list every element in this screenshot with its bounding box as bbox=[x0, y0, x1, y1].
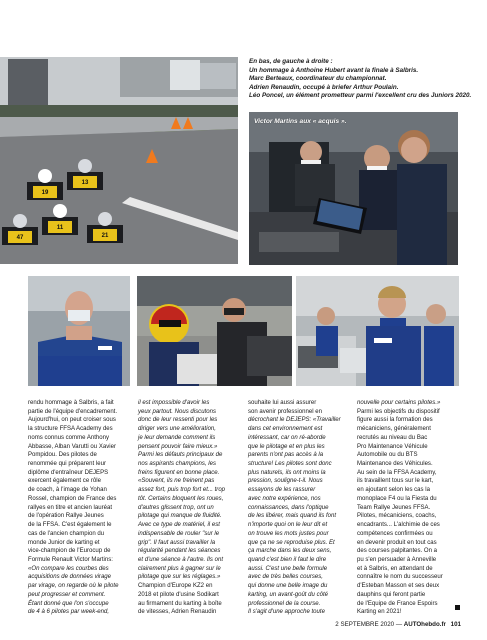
article-line: ils travaillent tous sur le kart, bbox=[357, 478, 434, 485]
article-line: «Souvent, ils ne freinent pas bbox=[138, 478, 215, 485]
article-line: et d'une séance à l'autre. Ils ont bbox=[138, 556, 224, 563]
kart-plate-number: 47 bbox=[16, 235, 24, 241]
article-line: pilotage qui manque de fluidité. bbox=[138, 513, 222, 520]
article-line: nos aspirants champions, les bbox=[138, 461, 216, 468]
article-line: que ça ne se reproduise plus. Et bbox=[248, 539, 335, 546]
article-line: professionnel de la course. bbox=[248, 600, 321, 607]
article-line: on trouve les mots justes pour bbox=[248, 530, 329, 537]
kart-plate-number: 19 bbox=[41, 190, 49, 196]
article-line: Champion d'Europe KZ2 en bbox=[138, 583, 213, 590]
article-line: de coach, à l'image de Yohan bbox=[28, 487, 107, 494]
article-line: Aujourd'hui, on peut croiser sous bbox=[28, 417, 116, 424]
article-line: la structure FFSA Academy des bbox=[28, 426, 113, 433]
article-line: n'importe quoi on le leur dit et bbox=[248, 522, 328, 529]
page-number: 101 bbox=[450, 621, 461, 628]
article-line: clairement plus à gagner sur le bbox=[138, 565, 221, 572]
photo-marc-berteaux bbox=[28, 276, 130, 386]
article-line: Pompidou. Des pilotes de bbox=[28, 452, 97, 459]
shirt-logo-text: FFSA bbox=[98, 345, 110, 350]
article-line: partie de l'équipe d'encadrement. bbox=[28, 408, 118, 415]
kart-plate-number: 21 bbox=[101, 233, 109, 239]
article-line: Étant donné que l'on s'occupe bbox=[28, 600, 109, 607]
article-line: Abbasse, Alban Varutti ou Xavier bbox=[28, 443, 116, 450]
article-line: noms connus comme Anthony bbox=[28, 434, 110, 441]
article-line: de l'Equipe de France Espoirs bbox=[357, 600, 438, 607]
helmet bbox=[13, 214, 27, 228]
article-line: Pilotes, mécaniciens, coachs, bbox=[357, 513, 437, 520]
article-line: Parmi les défauts principaux de bbox=[138, 452, 223, 459]
article-line: Team Rallye Jeunes FFSA. bbox=[357, 504, 431, 511]
article-line: souhaite lui aussi assurer bbox=[248, 400, 317, 406]
article-line: vice-champion de l'Eurocup de bbox=[28, 548, 111, 555]
caption-line: Adrien Renaudin, occupé à briefer Arthur Poulain. bbox=[249, 83, 399, 91]
article-line: je leur demande comment ils bbox=[138, 434, 216, 441]
article-line: Parmi les objectifs du dispositif bbox=[357, 408, 440, 415]
article-line: assez fort, puis trop fort et... trop bbox=[138, 487, 226, 494]
article-line: de vitesses, Adrien Renaudin bbox=[138, 609, 217, 616]
article-line: de la FFSA. C'est également le bbox=[28, 522, 112, 529]
photo-caption bbox=[249, 58, 481, 101]
article-line: Formule Renault Victor Martins: bbox=[28, 556, 113, 563]
article-line: Pro Maintenance Véhicule bbox=[357, 443, 428, 450]
article-line: donc de leur ressenti pour les bbox=[138, 417, 218, 424]
article-line: décrochant le DEJEPS: «Travailler bbox=[248, 417, 341, 424]
article-column-1 bbox=[28, 399, 130, 617]
article-line: mécaniciens, généralement bbox=[357, 426, 431, 433]
article-line: aussi. C'est une belle formule bbox=[248, 565, 328, 572]
article-line: pilotage que sur les réglages.» bbox=[138, 574, 221, 581]
article-line: diplôme d'entraîneur DEJEPS bbox=[28, 469, 109, 476]
article-line: indispensable de rouler "sur le bbox=[138, 530, 220, 537]
article-line: «On compare les courbes des bbox=[28, 565, 109, 572]
article-column-4 bbox=[357, 399, 459, 617]
article-line: rallyes en titre et ancien lauréat bbox=[28, 504, 113, 511]
article-line: 2018 et pilote d'usine Sodikart bbox=[138, 591, 219, 598]
article-line: grip". Il faut aussi travailler la bbox=[138, 539, 216, 546]
article-line: régularité pendant les séances bbox=[138, 548, 221, 555]
caption-line: Léo Poncel, un élément prometteur parmi l'excellent cru des Juniors 2020. bbox=[249, 92, 472, 100]
footer-separator: — bbox=[395, 621, 403, 628]
article-line: avec de très belles courses, bbox=[248, 574, 323, 581]
article-line: renommée qui préparent leur bbox=[28, 461, 106, 468]
article-line: tôt. Certains bloquent les roues, bbox=[138, 495, 224, 502]
kart-plate-number: 11 bbox=[56, 225, 64, 231]
photo-karts-on-track bbox=[0, 57, 238, 264]
article-line: par virage, on regarde où le pilote bbox=[28, 583, 119, 590]
article-line: plus naturels, ils ont moins la bbox=[248, 469, 326, 476]
article-line: nouvelle pour certains pilotes.» bbox=[357, 400, 441, 406]
article-line: essayons de les rassurer bbox=[248, 487, 316, 494]
article-line: Rossel, champion de France des bbox=[28, 495, 117, 502]
article-column-3 bbox=[248, 399, 350, 617]
caption-line: En bas, de gauche à droite : bbox=[249, 58, 333, 65]
photo-adrien-renaudin-briefing bbox=[137, 276, 292, 386]
article-line: monde Junior de karting et bbox=[28, 539, 100, 546]
article-line: structure! Les pilotes sont donc bbox=[248, 461, 332, 468]
kart-plate-number: 13 bbox=[81, 180, 89, 186]
article-line: yeux partout. Nous discutons bbox=[138, 408, 216, 415]
article-line: peut progresser et comment. bbox=[28, 591, 106, 598]
article-line: et à Salbris, en attendant de bbox=[357, 565, 433, 572]
article-line: exercent également ce rôle bbox=[28, 478, 101, 485]
article-column-2 bbox=[138, 399, 240, 617]
article-line: parents n'ont pas accès à la bbox=[248, 452, 324, 459]
helmet bbox=[38, 169, 52, 183]
article-line: figure aussi la formation des bbox=[357, 417, 433, 424]
article-line: pression, souligne-t-il. Nous bbox=[248, 478, 323, 485]
article-line: avec notre expérience, nos bbox=[248, 495, 321, 502]
article-line: diriger vers une amélioration, bbox=[138, 426, 216, 433]
issue-date: 2 SEPTEMBRE 2020 bbox=[335, 621, 395, 628]
article-line: Avec ce type de matériel, il est bbox=[138, 522, 220, 529]
article-line: connaissances, dans l'optique bbox=[248, 504, 329, 511]
article-line: pensent pouvoir faire mieux.» bbox=[138, 443, 218, 450]
photo-leo-poncel bbox=[296, 276, 459, 386]
article-end-mark bbox=[455, 605, 460, 610]
article-line: Automobile ou du BTS bbox=[357, 452, 418, 459]
article-line: au firmament du karting à boîte bbox=[138, 600, 222, 607]
article-line: il est impossible d'avoir les bbox=[138, 400, 210, 406]
article-line: Il s'agit d'une approche toute bbox=[248, 609, 325, 616]
article-line: des courses palpitantes. On a bbox=[357, 548, 438, 555]
article-line: karting, un avant-goût du côté bbox=[248, 591, 329, 598]
article-line: Maintenance des Véhicules. bbox=[357, 461, 433, 468]
page-footer bbox=[335, 621, 461, 628]
article-line: connaître le nom du successeur bbox=[357, 574, 443, 581]
brand-name: AUTOhebdo.fr bbox=[403, 621, 446, 628]
article-line: rendu hommage à Salbris, a fait bbox=[28, 400, 114, 406]
article-line: monoplace F4 ou la Fiesta du bbox=[357, 495, 437, 502]
article-line: quand c'est bien il faut le dire bbox=[248, 556, 327, 563]
article-line: de 4 à 6 pilotes par week-end, bbox=[28, 609, 110, 616]
article-line: Karting en 2021! bbox=[357, 609, 402, 616]
article-line: dauphins qui feront partie bbox=[357, 591, 426, 598]
shirt-logo-text: FFSA bbox=[375, 338, 387, 343]
article-line: en devenir produit en tout cas bbox=[357, 539, 437, 546]
article-line: de l'opération Rallye Jeunes bbox=[28, 513, 104, 520]
article-line: encadrants... L'alchimie de ces bbox=[357, 522, 440, 529]
helmet bbox=[53, 204, 67, 218]
article-line: dans cet environnement est bbox=[248, 426, 323, 433]
article-line: pu s'en persuader à Anneville bbox=[357, 556, 437, 563]
article-line: son avenir professionnel en bbox=[248, 408, 322, 415]
article-line: de les libérer, mais quand ils font bbox=[248, 513, 337, 520]
article-line: compétences confirmées ou bbox=[357, 530, 433, 537]
helmet bbox=[78, 159, 92, 173]
caption-line: Un hommage à Anthoine Hubert avant la finale à Salbris. bbox=[249, 66, 419, 74]
article-line: qui donne une belle image du bbox=[248, 583, 328, 590]
article-line: intéressant, car on ré-aborde bbox=[248, 434, 326, 441]
article-line: acquisitions de données virage bbox=[28, 574, 112, 581]
article-line: d'autres glissent trop, ont un bbox=[138, 504, 214, 511]
article-line: recrutés au niveau du Bac bbox=[357, 434, 428, 441]
article-line: d'Esteban Masson et ses deux bbox=[357, 583, 440, 590]
article-line: cas de l'ancien champion du bbox=[28, 530, 105, 537]
article-line: en ajoutant selon les cas la bbox=[357, 487, 430, 494]
caption-line: Marc Berteaux, coordinateur du championnat. bbox=[249, 75, 387, 83]
article-line: ça marche dans les deux sens, bbox=[248, 548, 332, 555]
helmet bbox=[98, 212, 112, 226]
article-line: freins figurent en bonne place. bbox=[138, 469, 220, 476]
photo-coaching-laptop bbox=[249, 112, 458, 265]
article-line: que le pilotage et en plus les bbox=[248, 443, 325, 450]
photo-tag: Victor Martins aux « acquis ». bbox=[254, 118, 347, 125]
article-line: Au sein de la FFSA Academy, bbox=[357, 469, 437, 476]
